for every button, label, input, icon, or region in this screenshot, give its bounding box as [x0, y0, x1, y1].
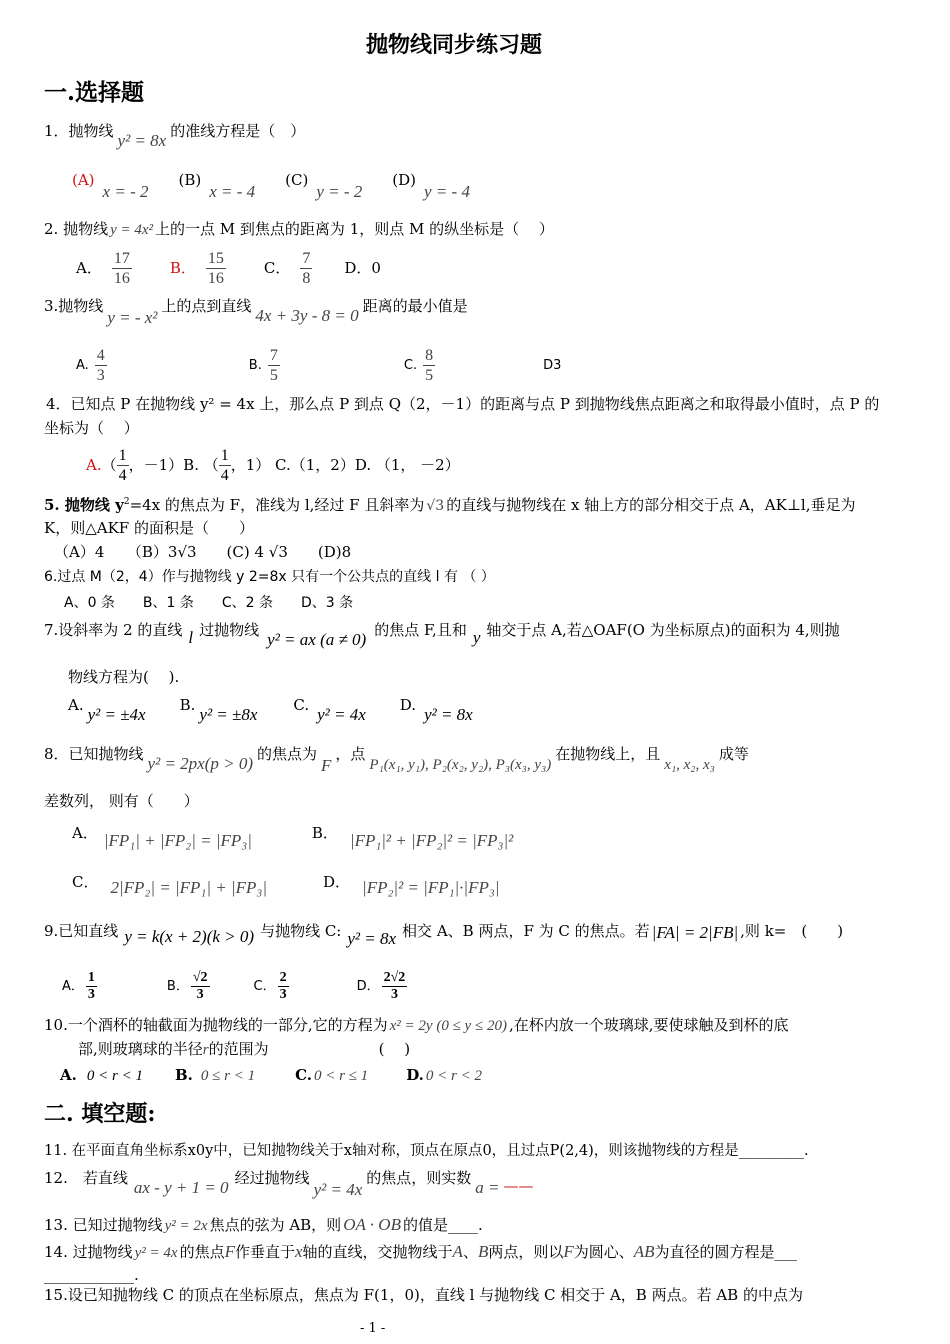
question-14: 14. 过抛物线 y² = 4x 的焦点F作垂直于x轴的直线，交抛物线于A、B两点，则以F为圆心、AB为直径的圆方程是___ [44, 1242, 798, 1261]
question-9: 9.已知直线 y = k(x + 2)(k > 0) 与抛物线 C: y² = 8x 相交 A、B 两点，F 为 C 的焦点。若 |FA| = 2|FB| ,则 k= ( ) [44, 922, 844, 948]
q2-option-c: $\frac{7}{8}$ [302, 250, 311, 287]
q8-option-c: 2|FP₂| = |FP₁| + |FP₃| [110, 878, 268, 897]
q10-line-2: 部,则玻璃球的半径r的范围为 ( ) [78, 1040, 411, 1058]
q3-option-b: $\frac{7}{5}$ [269, 346, 278, 384]
q1-option-b-label: (B) [178, 171, 202, 189]
q1-equation: y² = 8x [117, 131, 167, 150]
q1-option-c-label: (C) [285, 171, 309, 189]
question-12: 12. 若直线 ax - y + 1 = 0 经过抛物线y² = 4x的焦点，则实数 a = —— [44, 1169, 534, 1199]
q10-option-d: 0 < r < 2 [425, 1068, 482, 1084]
q7-options: A. y² = ±4x B. y² = ±8x C. y² = 4x D. y² = 8x [68, 696, 473, 724]
q14-equation: y² = 4x [134, 1245, 178, 1261]
q13-equation: y² = 2x [164, 1218, 208, 1234]
q8-option-d: |FP₂|² = |FP₁|·|FP₃| [362, 878, 500, 897]
q8-option-b: |FP₁|² + |FP₂|² = |FP₃|² [349, 831, 514, 850]
q7-option-c: y² = 4x [317, 705, 366, 724]
q2-stem-end: 上的一点 M 到焦点的距离为 1，则点 M 的纵坐标是（ ） [155, 220, 554, 238]
q2-option-d: D．0 [344, 259, 381, 277]
q2-option-b: $\frac{15}{16}$ [207, 250, 224, 287]
q4-option-b-frac: $\frac{1}{4}$ [220, 447, 229, 484]
q3-option-c: $\frac{8}{5}$ [425, 346, 434, 384]
q10-equation: x² = 2y (0 ≤ y ≤ 20) [389, 1018, 507, 1034]
q3-option-a: $\frac{4}{3}$ [96, 346, 105, 384]
q7-option-d: y² = 8x [424, 705, 473, 724]
q3-stem-end: 距离的最小值是 [362, 297, 468, 315]
question-15: 15.设已知抛物线 C 的顶点在坐标原点，焦点为 F(1，0)，直线 l 与抛物线 C 相交于 A，B 两点。若 AB 的中点为 [44, 1286, 803, 1304]
question-10: 10.一个酒杯的轴截面为抛物线的一部分,它的方程为 x² = 2y (0 ≤ y ≤ 20) ,在杯内放一个玻璃球,要使球触及到杯的底 [44, 1016, 789, 1034]
section-heading-fill: 二. 填空题: [44, 1101, 156, 1127]
q9-options: A． $\frac{1}{3}$ B． $\frac{√2}{3}$ C． $\frac{2}{3}$ D． $\frac{2√2}{3}$ [62, 970, 406, 1002]
q8-points: P₁(x₁, y₁), P₂(x₂, y₂), P₃(x₃, y₃) [369, 757, 552, 773]
q13-vectors: OA · OB [343, 1215, 401, 1234]
q9-option-a: $\frac{1}{3}$ [87, 970, 95, 1002]
q1-option-c: y = - 2 [316, 182, 363, 201]
q12-equation-3: a = [475, 1178, 500, 1197]
q3-option-c-label: C. [403, 358, 418, 373]
section-heading-choice: 一.选择题 [44, 79, 145, 106]
q12-equation-2: y² = 4x [313, 1180, 363, 1199]
q7-option-a: y² = ±4x [87, 705, 146, 724]
question-6: 6.过点 M（2，4）作与抛物线 y 2=8x 只有一个公共点的直线 l 有 （ ） [44, 569, 495, 585]
q8-options-cd: C． 2|FP₂| = |FP₁| + |FP₃| D． |FP₂|² = |FP₁|·|FP₃| [72, 873, 500, 897]
q8-options-ab: A． |FP₁| + |FP₂| = |FP₃| B． |FP₁|² + |FP₂|² = |FP₃|² [72, 824, 514, 850]
q1-option-d: y = - 4 [424, 182, 470, 201]
q1-option-a-label: (A) [72, 171, 95, 189]
q5-line-2: K，则△AKF 的面积是（ ） [44, 519, 254, 537]
question-2 [44, 220, 554, 239]
q3-stem-mid: 上的点到直线 [161, 297, 252, 315]
q3-option-b-label: B. [248, 358, 262, 373]
question-3 [44, 297, 468, 327]
q3-option-a-label: A. [76, 358, 89, 373]
question-13: 13. 已知过抛物线 y² = 2x 焦点的弦为 AB，则 OA · OB 的值是____. [44, 1215, 483, 1234]
q1-options [72, 171, 470, 201]
q7-line-2: 物线方程为( ). [68, 668, 180, 686]
q9-option-d: $\frac{2√2}{3}$ [383, 970, 406, 1002]
q2-option-b-label: B． [169, 259, 196, 277]
q2-equation: y = 4x² [110, 222, 154, 238]
q10-option-b: 0 ≤ r < 1 [200, 1068, 256, 1084]
q12-answer-blank: —— [503, 1177, 534, 1195]
q4-line-2: 坐标为（ ） [44, 419, 139, 437]
q6-options: A、0 条 B、1 条 C、2 条 D、3 条 [64, 595, 354, 611]
question-8: 8．已知抛物线 y² = 2px(p > 0) 的焦点为F，点P₁(x₁, y₁), P₂(x₂, y₂), P₃(x₃, y₃)在抛物线上，且x₁, x₂, x₃成等 [44, 745, 749, 775]
q8-equation: y² = 2px(p > 0) [147, 754, 253, 773]
q1-option-d-label: (D) [392, 171, 417, 189]
q1-stem: 1．抛物线 [44, 122, 114, 140]
q1-option-a: x = - 2 [102, 182, 149, 201]
q4-option-a-frac: $\frac{1}{4}$ [118, 447, 127, 484]
q1-stem-end: 的准线方程是（ ） [170, 122, 306, 140]
q8-line-2: 差数列， 则有（ ） [44, 792, 199, 810]
q14-line-2: ____________. [44, 1266, 139, 1284]
q9-equation-3: |FA| = 2|FB| [651, 923, 739, 942]
q12-equation-1: ax - y + 1 = 0 [133, 1178, 229, 1197]
q5-options: （A）4 （B）3√3 (C) 4 √3 (D)8 [54, 543, 352, 561]
q3-stem: 3.抛物线 [44, 297, 104, 315]
q2-option-a-label: A． [76, 259, 102, 277]
q9-equation-2: y² = 8x [347, 929, 397, 948]
q3-option-d: D3 [543, 358, 562, 373]
page-number: - 1 - [360, 1321, 386, 1336]
q3-equation-1: y = - x² [107, 308, 158, 327]
q10-option-c: 0 < r ≤ 1 [313, 1068, 369, 1084]
q1-option-b: x = - 4 [209, 182, 256, 201]
q10-option-a: 0 < r < 1 [86, 1068, 143, 1084]
q4-line-1: 4．已知点 P 在抛物线 y² = 4x 上，那么点 P 到点 Q（2，－1）的距离与点 P 到抛物线焦点距离之和取得最小值时，点 P 的 [46, 395, 880, 413]
q2-option-c-label: C． [263, 259, 291, 277]
question-7: 7.设斜率为 2 的直线 l 过抛物线 y² = ax (a ≠ 0) 的焦点 F,且和 y 轴交于点 A,若△OAF(O 为坐标原点)的面积为 4,则抛 [44, 621, 840, 649]
question-1 [44, 122, 306, 150]
q10-options: A. 0 < r < 1 B. 0 ≤ r < 1 C. 0 < r ≤ 1 D. 0 < r < 2 [60, 1066, 482, 1084]
q2-option-a: $\frac{17}{16}$ [113, 250, 130, 287]
page-title: 抛物线同步练习题 [366, 32, 543, 58]
q4-options: A.（ $\frac{1}{4}$ ，－1）B. （ $\frac{1}{4}$ ，1） C.（1，2）D. （1， －2） [86, 447, 460, 484]
q4-option-a-label: A. [86, 456, 102, 474]
q9-option-c: $\frac{2}{3}$ [279, 970, 287, 1002]
q2-options [76, 246, 381, 290]
q5-line-1: 5. 抛物线 $y^2=4x$ 的焦点为 F，准线为 l,经过 F 且斜率为 √3 的直线与抛物线在 x 轴上方的部分相交于点 A，AK⊥l,垂足为 [44, 496, 856, 514]
q3-options [76, 344, 561, 388]
q7-equation: y² = ax (a ≠ 0) [267, 630, 367, 649]
q3-equation-2: 4x + 3y - 8 = 0 [255, 306, 359, 325]
q7-option-b: y² = ±8x [199, 705, 258, 724]
question-11: 11. 在平面直角坐标系x0y中，已知抛物线关于x轴对称，顶点在原点0，且过点P(2,4)，则该抛物线的方程是_________. [44, 1143, 809, 1159]
q2-stem: 2. 抛物线 [44, 220, 109, 238]
q9-option-b: $\frac{√2}{3}$ [192, 970, 208, 1002]
q8-option-a: |FP₁| + |FP₂| = |FP₃| [103, 831, 252, 850]
q9-equation-1: y = k(x + 2)(k > 0) [124, 927, 255, 946]
